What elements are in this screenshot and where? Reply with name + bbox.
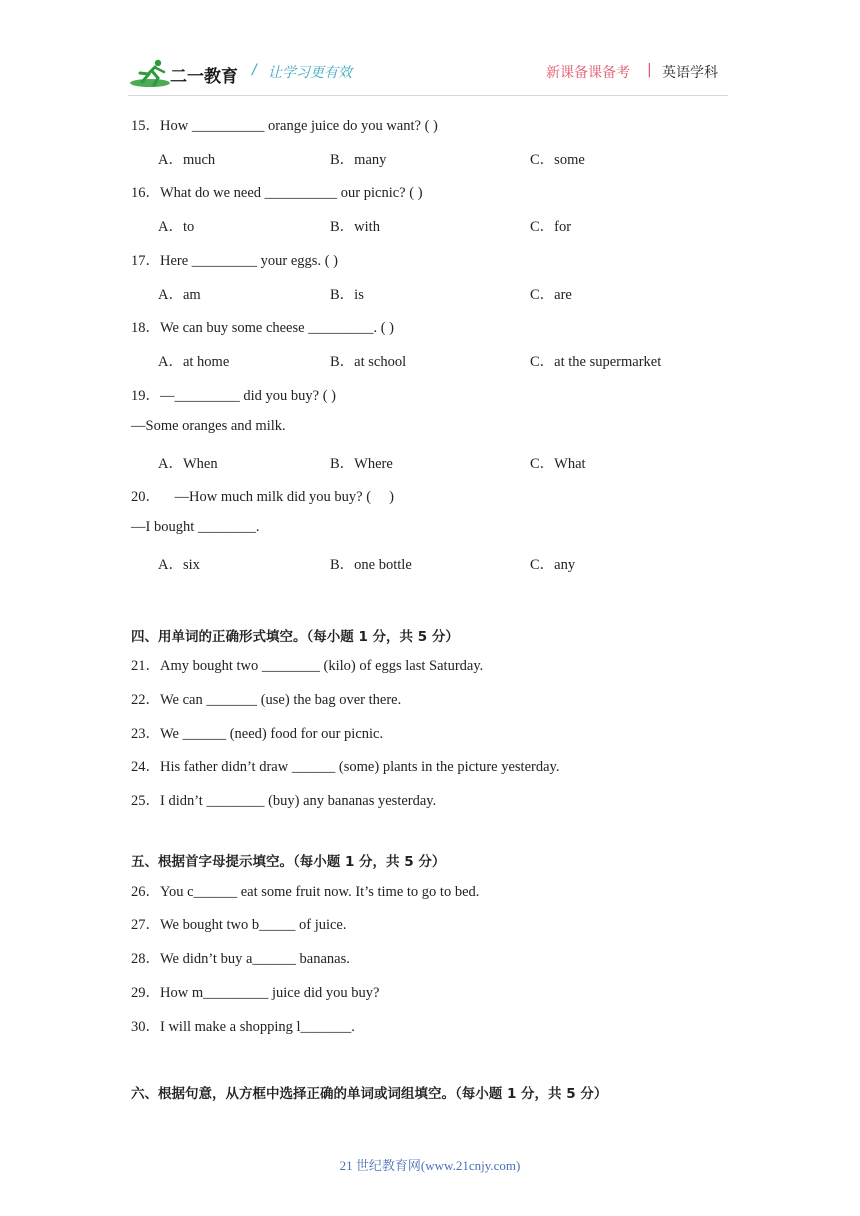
option-a: A．at home <box>158 354 230 370</box>
option-b: B．with <box>330 219 380 235</box>
section-5-title: 五、根据首字母提示填空。（每小题 1 分，共 5 分） <box>131 854 446 870</box>
option-b: B．many <box>330 152 387 168</box>
question-15: 15．How __________ orange juice do you want? ( ) <box>131 118 438 134</box>
question-24: 24．His father didn’t draw ______ (some) plants in the picture yesterday. <box>131 759 560 775</box>
runner-icon <box>130 60 170 87</box>
question-18: 18．We can buy some cheese _________. ( ) <box>131 320 394 336</box>
option-a: A．much <box>158 152 216 168</box>
option-b: B．one bottle <box>330 557 412 573</box>
question-23: 23．We ______ (need) food for our picnic. <box>131 726 384 742</box>
option-b: B．Where <box>330 456 393 472</box>
option-a: A．When <box>158 456 218 472</box>
question-29: 29．How m_________ juice did you buy? <box>131 985 380 1001</box>
question-22: 22．We can _______ (use) the bag over there. <box>131 692 402 708</box>
logo-text: 二一教育 <box>170 67 238 87</box>
question-19-answer-line: —Some oranges and milk. <box>131 418 286 434</box>
option-c: C．for <box>530 219 572 235</box>
page-footer: 21 世纪教育网(www.21cnjy.com) <box>339 1158 521 1173</box>
question-27: 27．We bought two b_____ of juice. <box>131 917 347 933</box>
option-a: A．am <box>158 287 201 303</box>
question-21: 21．Amy bought two ________ (kilo) of eggs last Saturday. <box>131 658 484 674</box>
option-c: C．at the supermarket <box>530 354 662 370</box>
question-20: 20． —How much milk did you buy? ( ) <box>131 489 394 505</box>
section-6-title: 六、根据句意，从方框中选择正确的单词或词组填空。（每小题 1 分，共 5 分） <box>131 1086 608 1102</box>
question-17: 17．Here _________ your eggs. ( ) <box>131 253 338 269</box>
option-c: C．are <box>530 287 572 303</box>
question-25: 25．I didn’t ________ (buy) any bananas yesterday. <box>131 793 437 809</box>
course-label: 新课备课备考 <box>546 65 630 81</box>
subject-label: 英语学科 <box>662 65 718 81</box>
option-c: C．some <box>530 152 585 168</box>
question-19: 19．—_________ did you buy? ( ) <box>131 388 336 404</box>
slogan-separator: / <box>252 62 257 78</box>
question-30: 30．I will make a shopping l_______. <box>131 1019 355 1035</box>
option-a: A．to <box>158 219 195 235</box>
question-26: 26．You c______ eat some fruit now. It’s time to go to bed. <box>131 884 480 900</box>
header-separator: | <box>647 62 652 78</box>
header-divider <box>128 95 728 96</box>
option-b: B．at school <box>330 354 407 370</box>
option-a: A．six <box>158 557 200 573</box>
brand-logo <box>128 56 240 92</box>
option-b: B．is <box>330 287 364 303</box>
option-c: C．What <box>530 456 586 472</box>
slogan: 让学习更有效 <box>268 65 352 81</box>
option-c: C．any <box>530 557 576 573</box>
question-20-answer-line: —I bought ________. <box>131 519 260 535</box>
section-4-title: 四、用单词的正确形式填空。（每小题 1 分，共 5 分） <box>131 629 459 645</box>
question-28: 28．We didn’t buy a______ bananas. <box>131 951 350 967</box>
question-16: 16．What do we need __________ our picnic? ( ) <box>131 185 423 201</box>
